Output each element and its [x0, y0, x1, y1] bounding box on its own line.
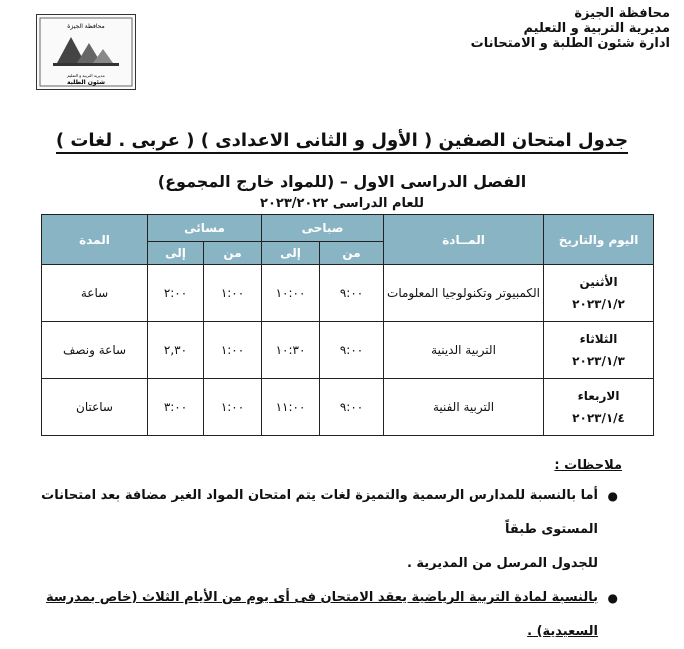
logo-bottom-text: شئون الطلبة [66, 79, 106, 86]
exam-date: ٢٠٢٣/١/٢ [572, 297, 625, 311]
morning-to-cell: ١١:٠٠ [262, 379, 320, 436]
evening-to-cell: ٣:٠٠ [148, 379, 204, 436]
day-date-cell [544, 265, 654, 322]
table-row [42, 265, 654, 322]
header-day-date: اليوم والتاريخ [544, 215, 654, 265]
table-row [42, 322, 654, 379]
evening-to-cell: ٢,٣٠ [148, 322, 204, 379]
header-evening: مسائى [148, 215, 262, 242]
notes-title: ملاحظات : [554, 458, 622, 473]
logo-stamp [36, 14, 136, 90]
header-morning: صباحى [262, 215, 384, 242]
evening-from-cell: ١:٠٠ [204, 265, 262, 322]
duration-cell: ساعة ونصف [42, 322, 148, 379]
note1-line1: أما بالنسبة للمدارس الرسمية والتميزة لغات يتم امتحان المواد الغير مضافة بعد امتحانات المستوى طبقاً [41, 488, 598, 537]
day-date-cell [544, 322, 654, 379]
exam-schedule-table [41, 214, 654, 436]
note2-line2: السعيدية) . [527, 624, 598, 639]
note-item [28, 479, 618, 581]
bullet-icon: ● [607, 591, 618, 605]
logo-top-text: محافظة الجيزة [67, 23, 105, 30]
day-name: الاربعاء [577, 389, 620, 403]
subject-cell: التربية الدينية [384, 322, 544, 379]
header-evening-to: إلى [148, 242, 204, 265]
morning-from-cell: ٩:٠٠ [320, 322, 384, 379]
logo-side-text: مديرية التربية و التعليم [67, 73, 105, 78]
morning-from-cell: ٩:٠٠ [320, 265, 384, 322]
header-evening-from: من [204, 242, 262, 265]
header-subject: المــادة [384, 215, 544, 265]
day-name: الثلاثاء [579, 332, 618, 346]
evening-to-cell: ٢:٠٠ [148, 265, 204, 322]
notes-list [28, 479, 622, 649]
note2-line1: بالنسبة لمادة التربية الرياضية يعقد الامتحان فى أى يوم من الأيام الثلاث (خاص بمدرسة [46, 590, 598, 605]
morning-to-cell: ١٠:٣٠ [262, 322, 320, 379]
note-item [28, 581, 618, 649]
duration-cell: ساعة [42, 265, 148, 322]
table-row [42, 379, 654, 436]
header [471, 6, 670, 51]
exam-date: ٢٠٢٣/١/٣ [572, 354, 625, 368]
logo-emblem-icon [37, 15, 135, 89]
day-date-cell [544, 379, 654, 436]
evening-from-cell: ١:٠٠ [204, 322, 262, 379]
duration-cell: ساعتان [42, 379, 148, 436]
header-morning-to: إلى [262, 242, 320, 265]
bullet-icon: ● [607, 489, 618, 503]
exam-date: ٢٠٢٣/١/٤ [572, 411, 625, 425]
header-administration: ادارة شئون الطلبة و الامتحانات [470, 36, 670, 51]
subject-cell: الكمبيوتر وتكنولوجيا المعلومات [384, 265, 544, 322]
header-governorate: محافظة الجيزة [574, 6, 670, 21]
year-title: للعام الدراسى ٢٠٢٣/٢٠٢٢ [260, 196, 424, 211]
day-name: الأثنين [579, 275, 618, 289]
morning-to-cell: ١٠:٠٠ [262, 265, 320, 322]
header-duration: المدة [42, 215, 148, 265]
evening-from-cell: ١:٠٠ [204, 379, 262, 436]
morning-from-cell: ٩:٠٠ [320, 379, 384, 436]
header-morning-from: من [320, 242, 384, 265]
notes-section [28, 458, 622, 649]
sub-title: الفصل الدراسى الاول – (للمواد خارج المجموع) [157, 172, 527, 191]
main-title: جدول امتحان الصفين ( الأول و الثانى الاعدادى ) ( عربى . لغات ) [0, 130, 684, 151]
subject-cell: التربية الفنية [384, 379, 544, 436]
header-directorate: مديرية التربية و التعليم [523, 21, 670, 36]
note1-line2: للجدول المرسل من المديرية . [406, 556, 598, 571]
